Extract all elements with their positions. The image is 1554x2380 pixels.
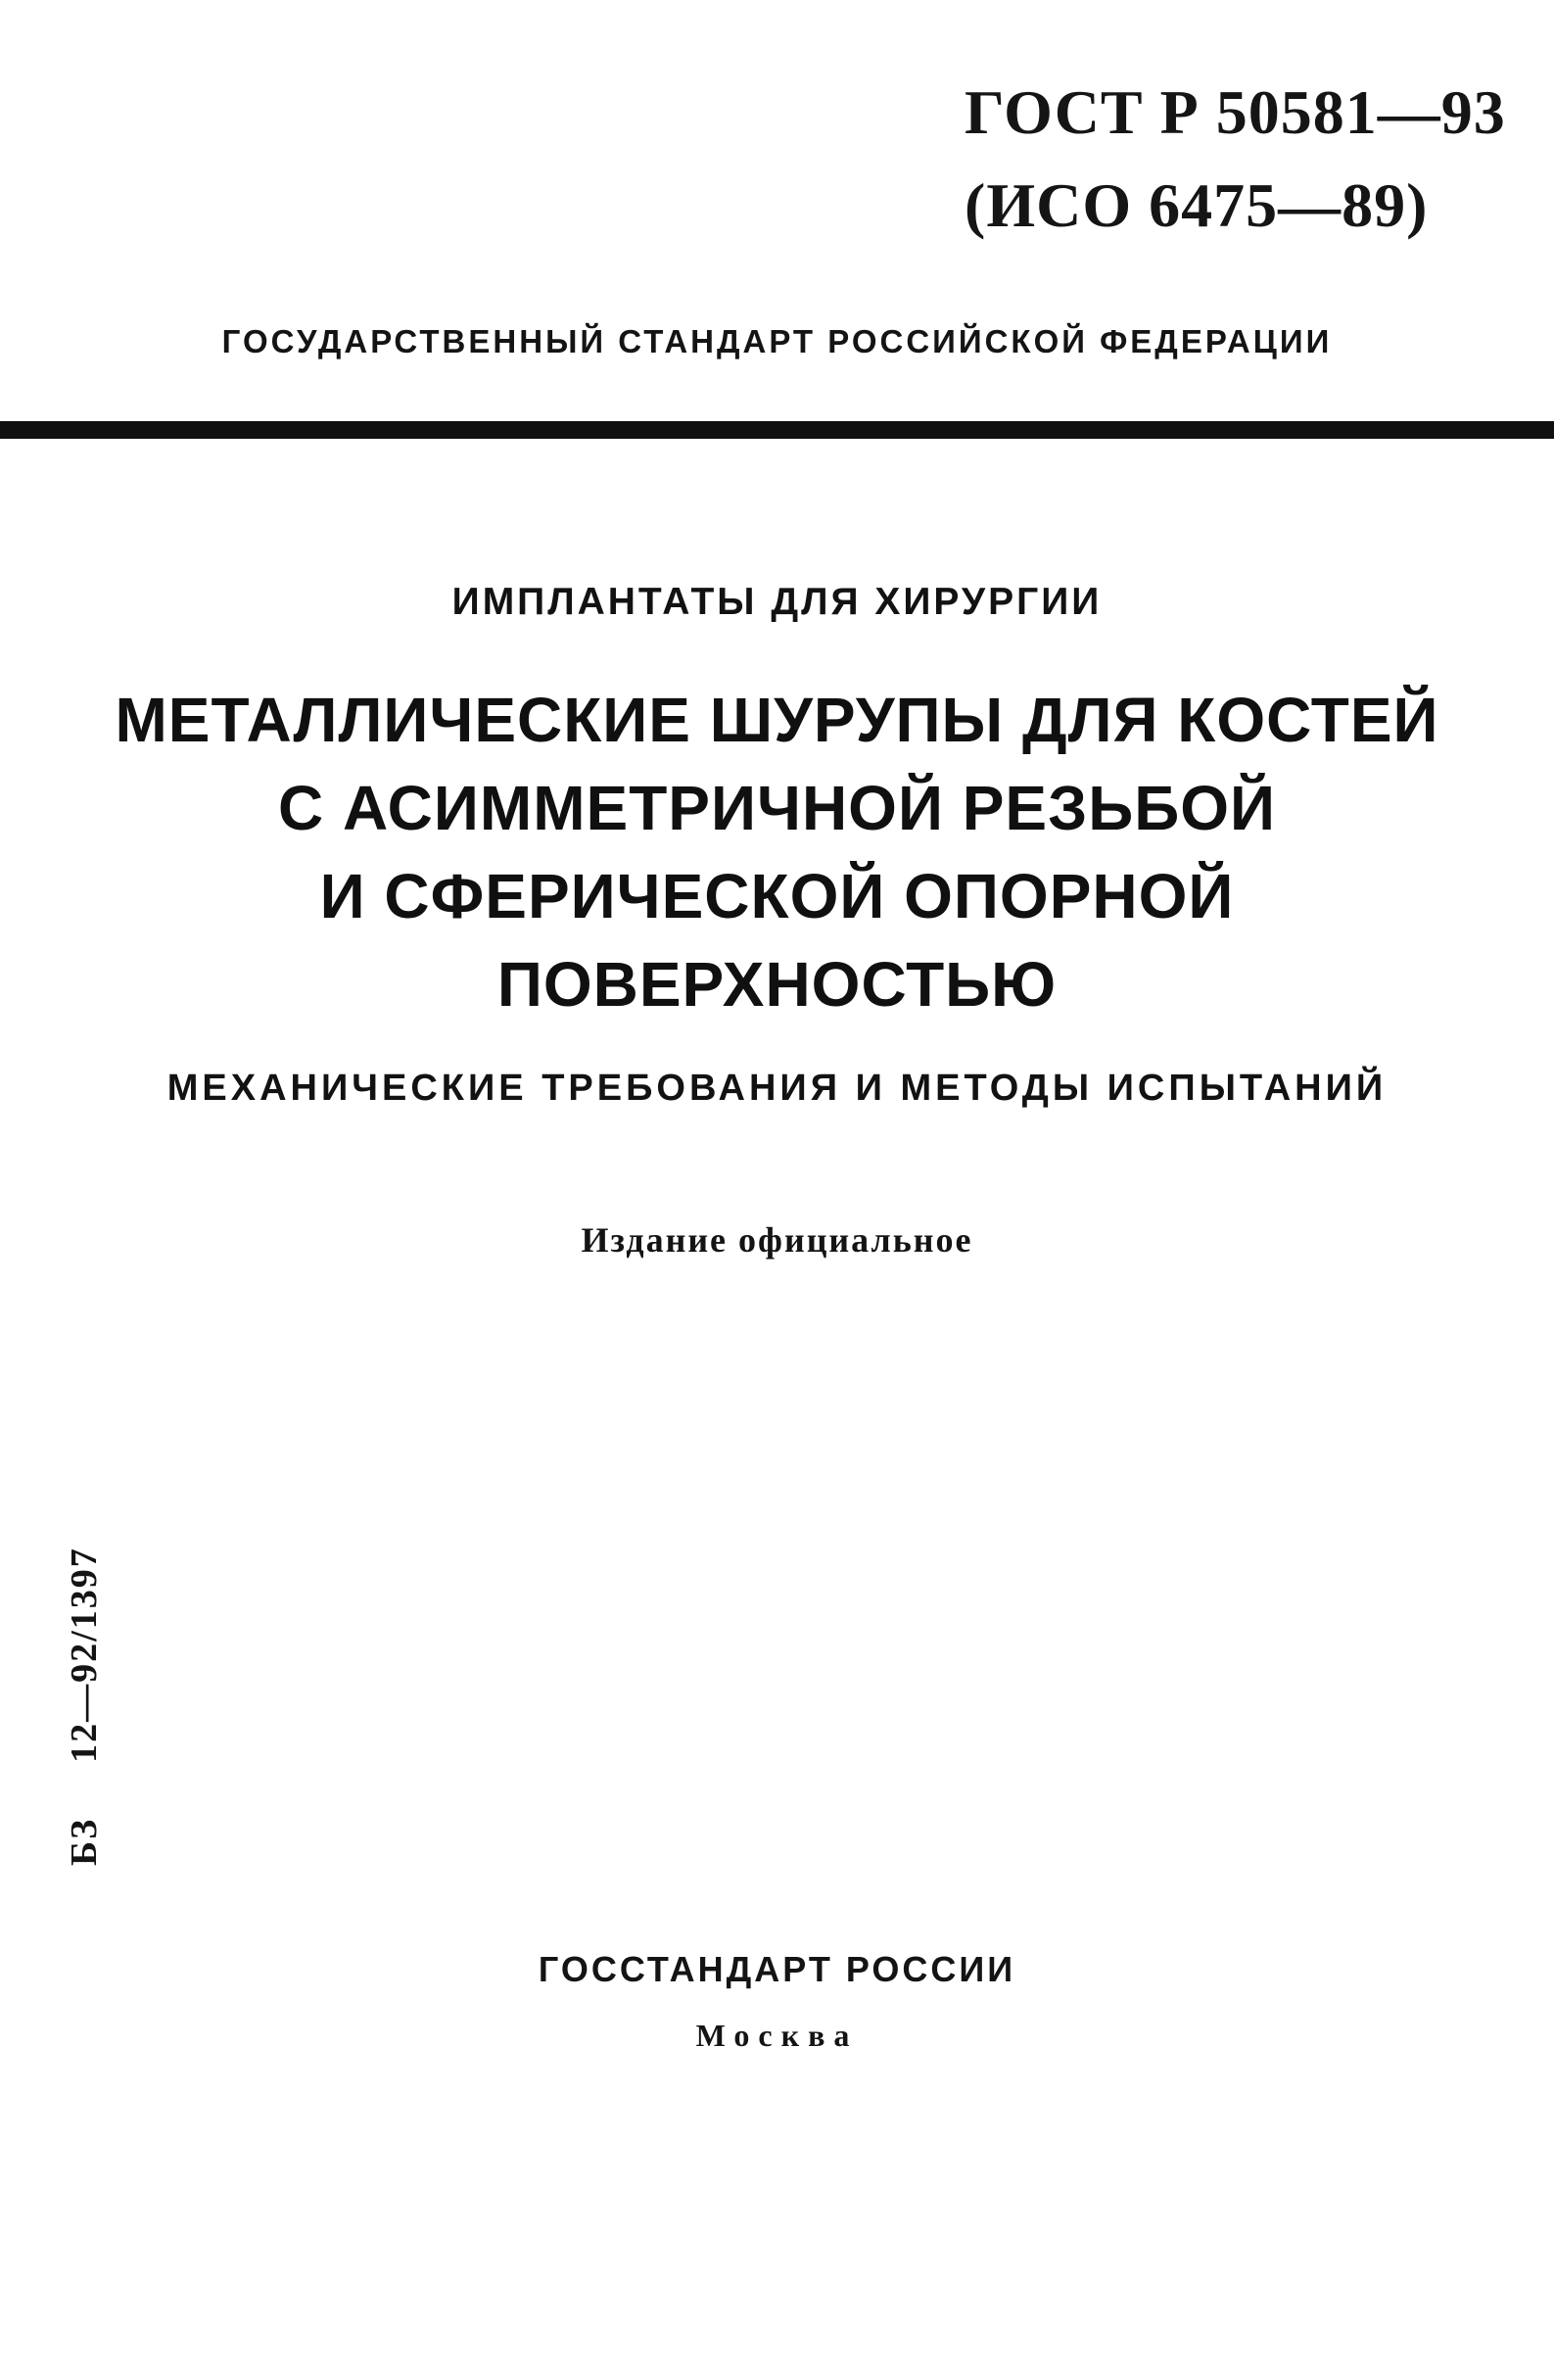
document-category: ИМПЛАНТАТЫ ДЛЯ ХИРУРГИИ [451,581,1103,623]
horizontal-divider [0,421,1554,439]
edition-note: Издание официальное [581,1220,973,1260]
title-line: ПОВЕРХНОСТЬЮ [496,949,1058,1020]
title-line: С АСИММЕТРИЧНОЙ РЕЗЬБОЙ [278,773,1276,843]
document-subtitle: МЕХАНИЧЕСКИЕ ТРЕБОВАНИЯ И МЕТОДЫ ИСПЫТАНИЙ [166,1068,1388,1109]
side-code-number: 12—92/1397 [64,1547,105,1763]
state-standard-heading: ГОСУДАРСТВЕННЫЙ СТАНДАРТ РОССИЙСКОЙ ФЕДЕРАЦИИ [221,323,1333,359]
publication-city: Москва [695,2018,859,2053]
gost-number: ГОСТ Р 50581—93 [965,77,1506,147]
iso-number: (ИСО 6475—89) [965,170,1429,240]
document-title [39,676,1515,1028]
title-line: И СФЕРИЧЕСКОЙ ОПОРНОЙ [319,861,1235,931]
side-registration-code [63,1547,106,1866]
title-line: МЕТАЛЛИЧЕСКИЕ ШУРУПЫ ДЛЯ КОСТЕЙ [115,685,1439,755]
publisher-name: ГОССТАНДАРТ РОССИИ [538,1949,1016,1989]
side-code-prefix: БЗ [64,1817,105,1866]
